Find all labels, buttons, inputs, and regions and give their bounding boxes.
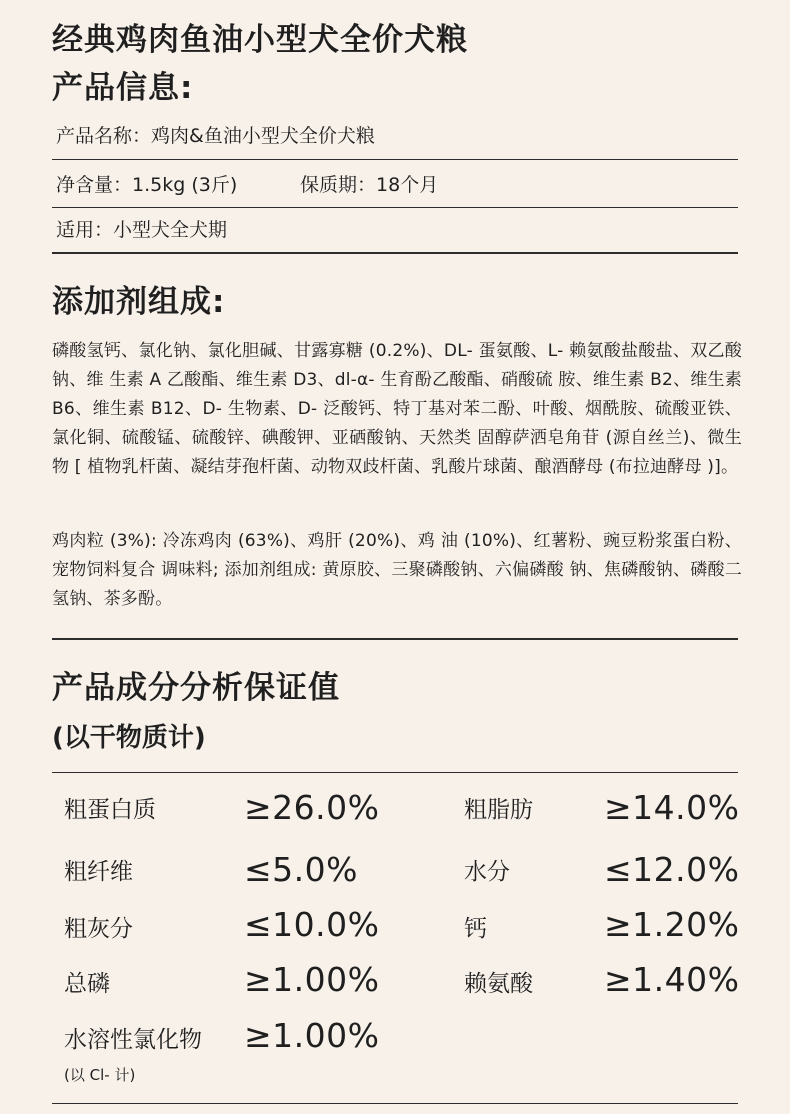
net-content-value: 1.5kg (3斤) bbox=[132, 174, 238, 196]
analysis-value: ≥1.00% bbox=[244, 960, 380, 999]
suitable-value: 小型犬全犬期 bbox=[113, 219, 228, 241]
analysis-label: 赖氨酸 bbox=[464, 971, 533, 997]
analysis-value: ≥1.40% bbox=[604, 960, 740, 999]
analysis-value: ≥26.0% bbox=[244, 788, 380, 827]
shelf-life-row bbox=[300, 171, 438, 199]
shelf-life-value: 18个月 bbox=[376, 174, 439, 196]
product-name-label: 产品名称： bbox=[56, 125, 152, 147]
net-content-label: 净含量： bbox=[56, 174, 133, 196]
divider bbox=[52, 772, 738, 773]
analysis-value: ≤5.0% bbox=[244, 850, 358, 889]
net-content-row bbox=[56, 171, 237, 199]
divider bbox=[52, 638, 738, 640]
divider bbox=[52, 1103, 738, 1104]
analysis-value: ≤10.0% bbox=[244, 905, 380, 944]
analysis-value: ≥14.0% bbox=[604, 788, 740, 827]
analysis-subheading: (以干物质计) bbox=[52, 723, 206, 753]
divider bbox=[52, 159, 738, 160]
analysis-label: 水溶性氯化物 bbox=[64, 1027, 202, 1053]
analysis-label: 钙 bbox=[464, 916, 487, 942]
analysis-label: 粗灰分 bbox=[64, 916, 133, 942]
chicken-granule-paragraph: 鸡肉粒 (3%): 冷冻鸡肉 (63%)、鸡肝 (20%)、鸡 油 (10%)、红薯粉、豌豆粉浆蛋白粉、宠物饲料复合 调味料; 添加剂组成: 黄原胶、三聚磷酸钠、六偏磷酸 钠、焦磷酸钠、磷酸二氢钠、茶多酚。 bbox=[52, 531, 742, 609]
analysis-value: ≥1.20% bbox=[604, 905, 740, 944]
analysis-heading: 产品成分分析保证值 bbox=[52, 670, 340, 706]
analysis-label: 粗纤维 bbox=[64, 859, 133, 885]
analysis-label: 总磷 bbox=[64, 971, 110, 997]
shelf-life-label: 保质期： bbox=[300, 174, 377, 196]
analysis-label: 粗蛋白质 bbox=[64, 797, 156, 823]
analysis-note: (以 Cl- 计) bbox=[64, 1066, 136, 1084]
analysis-label: 粗脂肪 bbox=[464, 797, 533, 823]
product-info-heading: 产品信息: bbox=[52, 70, 194, 106]
suitable-row bbox=[56, 216, 227, 244]
divider bbox=[52, 252, 738, 254]
analysis-value: ≤12.0% bbox=[604, 850, 740, 889]
additives-paragraph: 磷酸氢钙、氯化钠、氯化胆碱、甘露寡糖 (0.2%)、DL- 蛋氨酸、L- 赖氨酸盐酸盐、双乙酸钠、维 生素 A 乙酸酯、维生素 D3、dl-α- 生育酚乙酸酯、硝酸硫 胺、维生素 B2、维生素 B6、维生素 B12、D- 生物素、D- 泛酸钙、特丁基对苯二酚、叶酸、烟酰胺、硫酸亚铁、氯化铜、硫酸锰、硫酸锌、碘酸钾、亚硒酸钠、天然类 固醇萨洒皂角苷 (源自丝兰)、微生物 [ 植物乳杆菌、凝结芽孢杆菌、动物双歧杆菌、乳酸片球菌、酿酒酵母 (布拉迪酵母 )]。 bbox=[52, 341, 742, 477]
product-name-row bbox=[56, 122, 375, 150]
suitable-label: 适用： bbox=[56, 219, 114, 241]
additives-heading: 添加剂组成: bbox=[52, 284, 226, 320]
divider bbox=[52, 207, 738, 208]
page-title: 经典鸡肉鱼油小型犬全价犬粮 bbox=[52, 22, 468, 58]
analysis-value: ≥1.00% bbox=[244, 1016, 380, 1055]
product-name-value: 鸡肉&鱼油小型犬全价犬粮 bbox=[151, 125, 375, 147]
analysis-label: 水分 bbox=[464, 859, 510, 885]
